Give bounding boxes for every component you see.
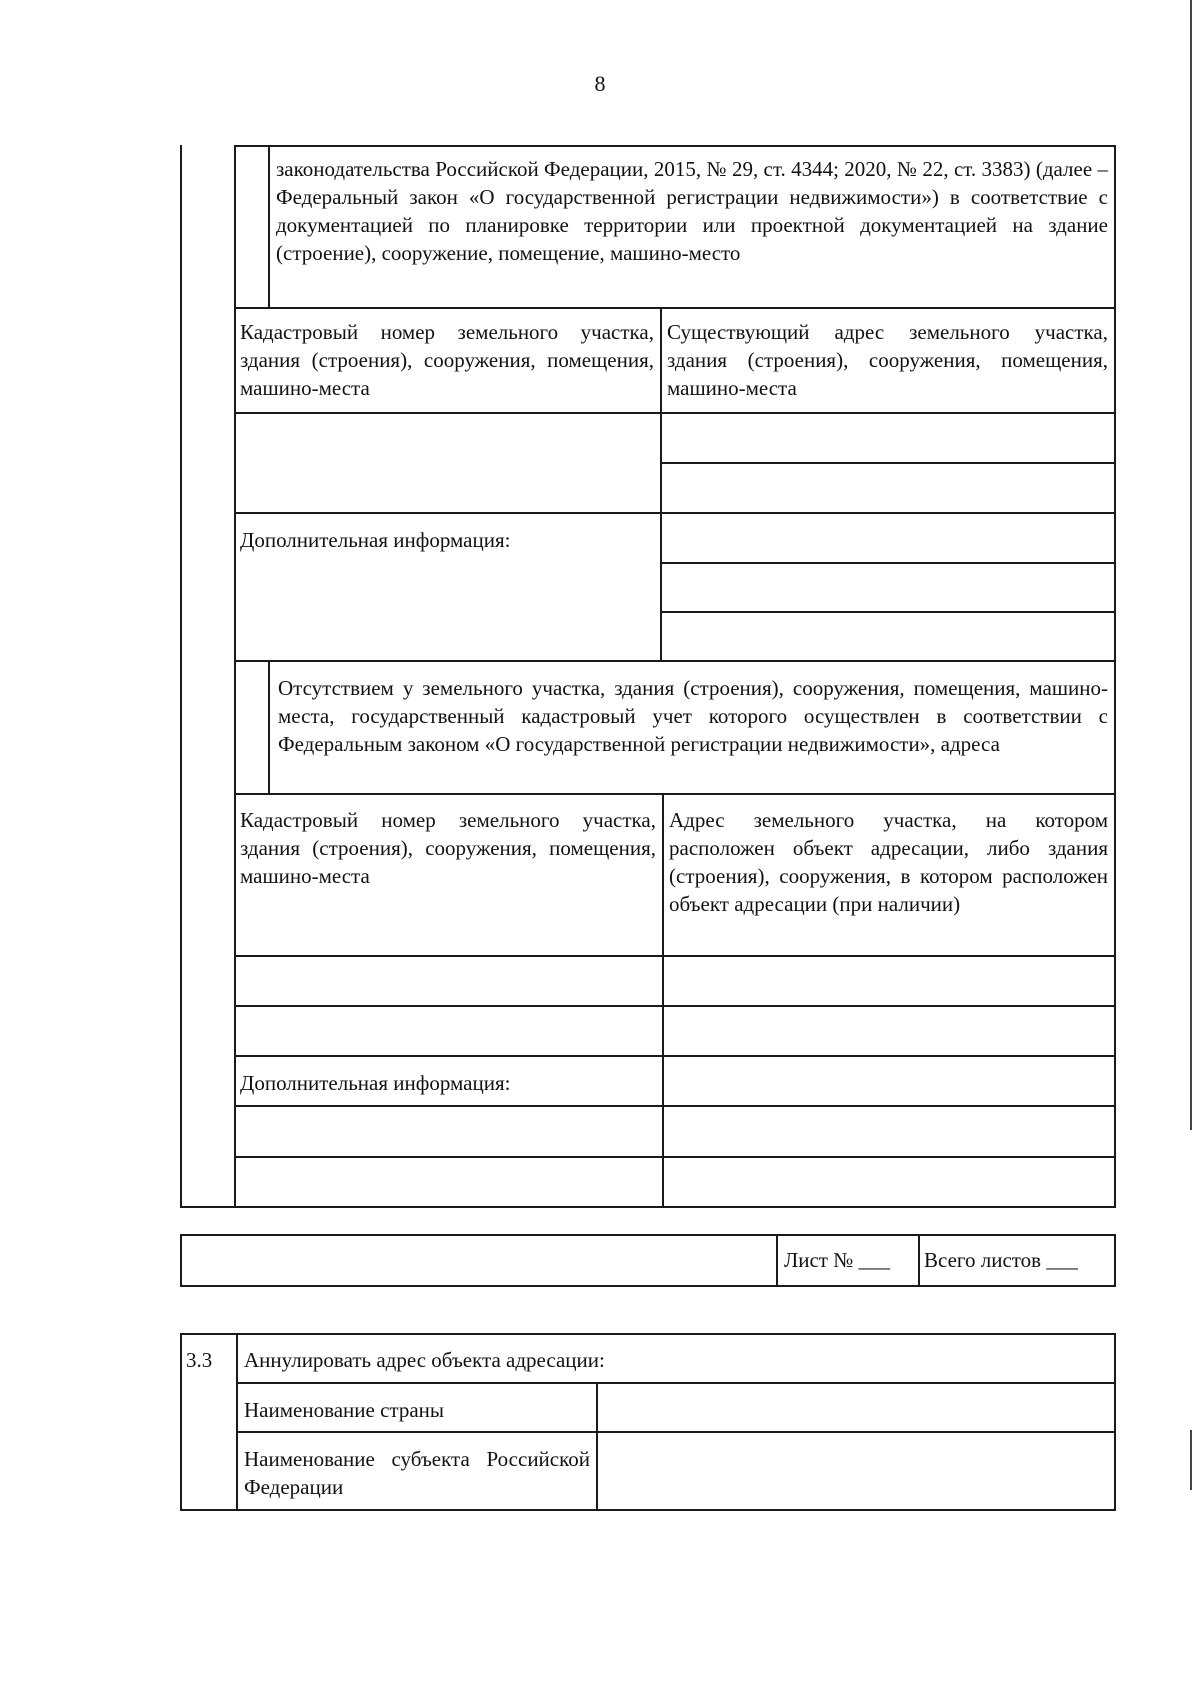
s33-right <box>1114 1333 1116 1511</box>
s33-bottom <box>180 1509 1116 1511</box>
table1-bottom <box>234 660 1116 662</box>
section-number: 3.3 <box>186 1348 213 1372</box>
country-name-field[interactable] <box>598 1384 1114 1430</box>
table1-header-cadastral: Кадастровый номер земельного участка, здания (строения), сооружения, помещения, машино-места <box>240 320 654 400</box>
table2-top <box>234 793 1116 795</box>
scan-edge-mark <box>1190 1430 1192 1490</box>
sheet-number-blank: ___ <box>858 1248 891 1272</box>
country-name-label: Наименование страны <box>244 1398 445 1422</box>
inner-frame-top <box>234 145 1116 147</box>
outer-frame-left <box>180 145 182 1208</box>
s33-number-divider <box>236 1333 238 1511</box>
table2-row-line <box>234 1156 1116 1158</box>
federal-subject-label: Наименование субъекта Российской Федерации <box>244 1447 590 1499</box>
sheet-number-field[interactable] <box>784 1246 890 1274</box>
table2-divider <box>662 793 664 1208</box>
checkbox-column-line <box>268 660 270 794</box>
table2-row-line <box>234 1055 1116 1057</box>
section-title: Аннулировать адрес объекта адресации: <box>244 1348 605 1372</box>
page-number: 8 <box>594 71 606 96</box>
checkbox-column-line <box>268 145 270 309</box>
footer-divider <box>776 1234 778 1287</box>
table2-header-bottom <box>234 955 1116 957</box>
scan-edge-mark <box>1190 0 1192 1130</box>
total-sheets-label: Всего листов <box>924 1248 1042 1272</box>
outer-frame-right <box>1114 145 1116 1208</box>
sheet-number-label: Лист № <box>784 1248 854 1272</box>
table1-divider <box>660 307 662 662</box>
footer-right <box>1114 1234 1116 1287</box>
table2-additional-info-label: Дополнительная информация: <box>240 1071 511 1095</box>
table1-row-line <box>660 462 1116 464</box>
table2-header-address: Адрес земельного участка, на котором расположен объект адресации, либо здания (строения), сооружения, в котором расположен объект адресации (при наличии) <box>669 808 1108 916</box>
table1-header-bottom <box>234 412 1116 414</box>
table2-header-cadastral: Кадастровый номер земельного участка, здания (строения), сооружения, помещения, машино-места <box>240 808 656 888</box>
continuation-text: законодательства Российской Федерации, 2015, № 29, ст. 4344; 2020, № 22, ст. 3383) (далее – Федеральный закон «О государственной регистрации недвижимости») в соответствие с документацией по планировке территории или проектной документацией на здание (строение), сооружение, помещение, машино-место <box>276 157 1108 265</box>
federal-subject-field[interactable] <box>598 1433 1114 1509</box>
table1-additional-info-label: Дополнительная информация: <box>240 528 511 552</box>
table2-row-line <box>234 1005 1116 1007</box>
table1-row-line <box>660 611 1116 613</box>
table1-top <box>234 307 1116 309</box>
table1-row-line <box>660 562 1116 564</box>
inner-column-line <box>234 145 236 1208</box>
table1-header-address: Существующий адрес земельного участка, здания (строения), сооружения, помещения, машино-места <box>667 320 1108 400</box>
total-sheets-blank: ___ <box>1046 1248 1078 1272</box>
outer-frame-bottom <box>180 1206 1116 1208</box>
footer-left <box>180 1234 182 1287</box>
table1-row-line <box>234 512 1116 514</box>
table2-row-line <box>234 1105 1116 1107</box>
s33-top <box>180 1333 1116 1335</box>
footer-divider <box>918 1234 920 1287</box>
s33-left <box>180 1333 182 1511</box>
footer-top <box>180 1234 1116 1236</box>
footer-bottom <box>180 1285 1116 1287</box>
total-sheets-field[interactable] <box>924 1246 1078 1274</box>
absence-text: Отсутствием у земельного участка, здания (строения), сооружения, помещения, машино-места, государственный кадастровый учет которого осуществлен в соответствии с Федеральным законом «О государственной регистрации недвижимости», адреса <box>278 676 1108 756</box>
